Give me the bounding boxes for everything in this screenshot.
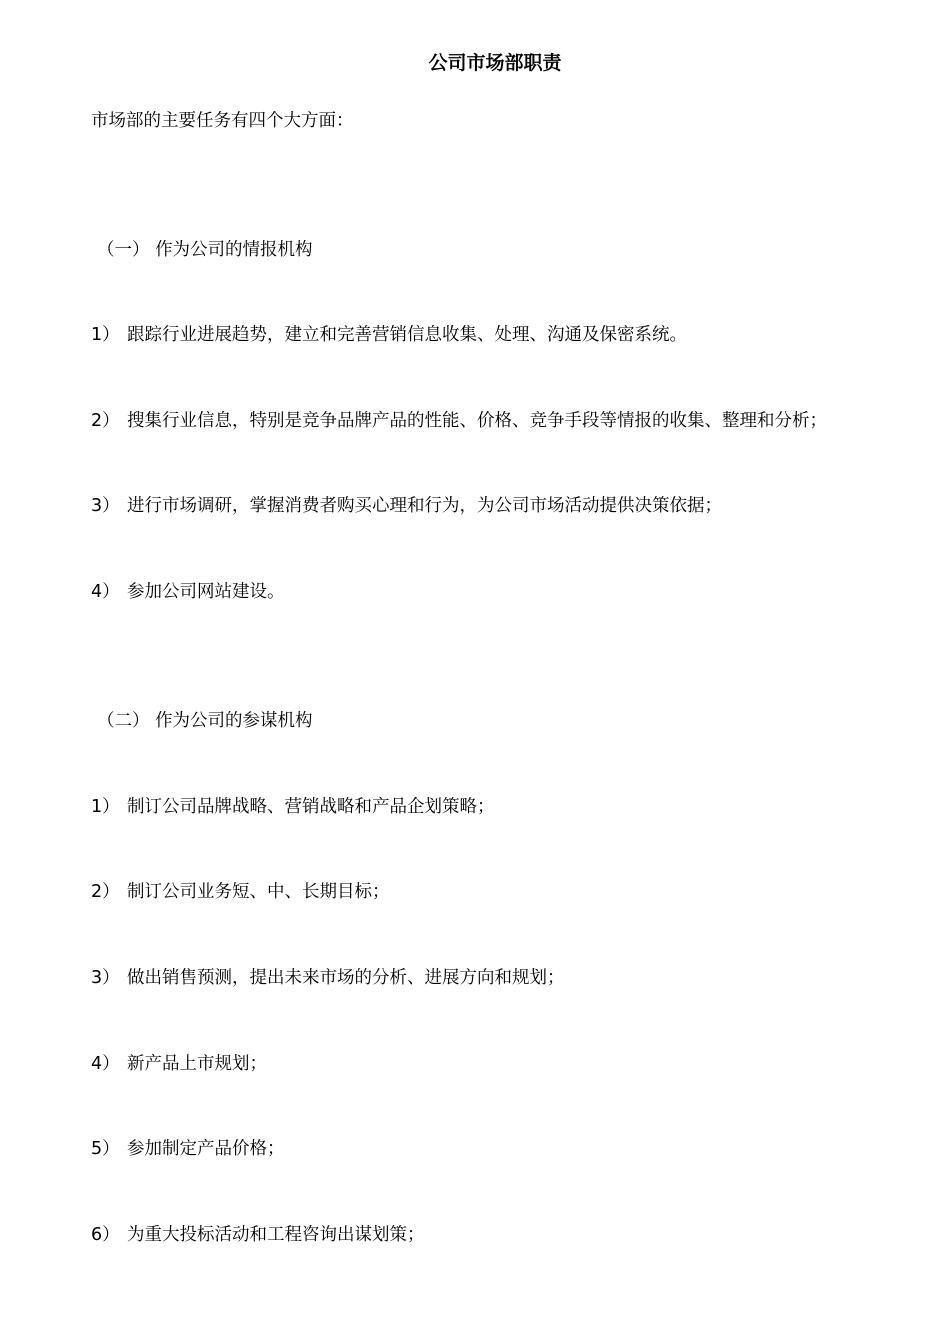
list-item-text: 进行市场调研，掌握消费者购买心理和行为，为公司市场活动提供决策依据；	[127, 496, 722, 516]
list-item-text: 制订公司业务短、中、长期目标；	[127, 882, 390, 902]
list-item-number: 5）	[91, 1139, 120, 1159]
list-item-text: 参加公司网站建设。	[127, 582, 285, 602]
list-item	[91, 1222, 425, 1248]
list-item-text: 跟踪行业进展趋势，建立和完善营销信息收集、处理、沟通及保密系统。	[127, 325, 687, 345]
intro-text: 市场部的主要任务有四个大方面：	[91, 111, 354, 131]
list-item-number: 6）	[91, 1225, 120, 1245]
list-item	[91, 794, 495, 820]
list-item-text: 制订公司品牌战略、营销战略和产品企划策略；	[127, 797, 495, 817]
section-heading-1: （一） 作为公司的情报机构	[97, 240, 313, 260]
section-heading-2: （二） 作为公司的参谋机构	[97, 711, 313, 731]
list-item	[91, 1051, 267, 1077]
list-item	[91, 322, 687, 348]
list-item	[91, 965, 565, 991]
list-item-text: 为重大投标活动和工程咨询出谋划策；	[127, 1225, 425, 1245]
list-item	[91, 879, 390, 905]
list-item-text: 参加制定产品价格；	[127, 1139, 285, 1159]
document-title: 公司市场部职责	[428, 52, 562, 74]
list-item-number: 3）	[91, 968, 120, 988]
list-item-text: 做出销售预测，提出未来市场的分析、进展方向和规划；	[127, 968, 565, 988]
list-item-number: 1）	[91, 325, 120, 345]
list-item-number: 2）	[91, 411, 120, 431]
list-item	[91, 1136, 285, 1162]
list-item	[91, 408, 827, 434]
list-item-text: 新产品上市规划；	[127, 1054, 267, 1074]
list-item-number: 3）	[91, 496, 120, 516]
list-item-number: 1）	[91, 797, 120, 817]
list-item-text: 搜集行业信息，特别是竞争品牌产品的性能、价格、竞争手段等情报的收集、整理和分析；	[127, 411, 827, 431]
list-item-number: 4）	[91, 1054, 120, 1074]
list-item-number: 2）	[91, 882, 120, 902]
list-item	[91, 493, 722, 519]
list-item-number: 4）	[91, 582, 120, 602]
list-item	[91, 579, 285, 605]
